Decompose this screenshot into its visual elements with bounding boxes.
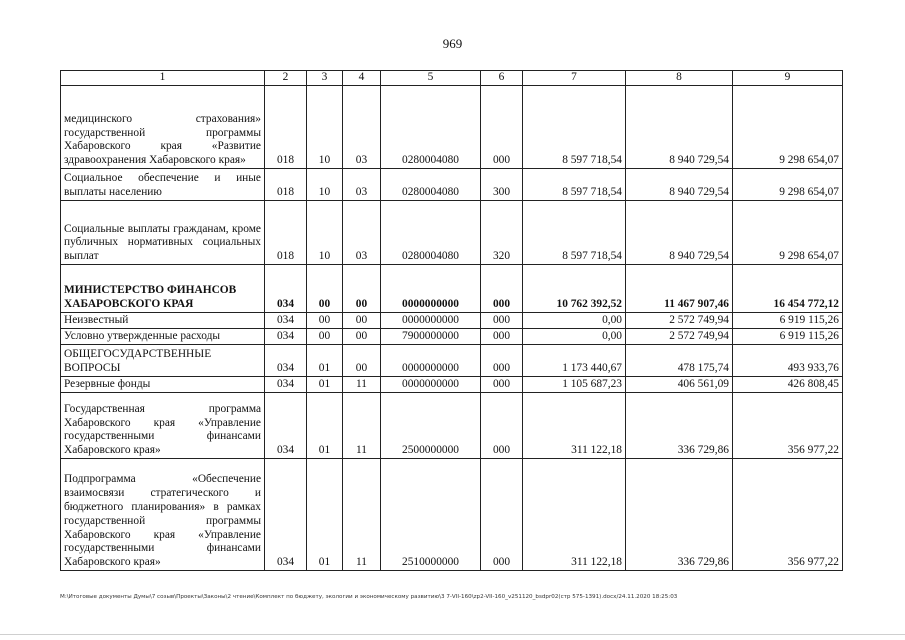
cell-amount-col9: 9 298 654,07	[733, 169, 843, 201]
table-row	[61, 459, 843, 571]
cell-amount-col8: 2 572 749,94	[626, 329, 733, 345]
cell-subsection: 00	[343, 265, 381, 313]
cell-admin-code: 034	[265, 265, 307, 313]
cell-amount-col8: 336 729,86	[626, 393, 733, 459]
cell-target-article: 0000000000	[381, 345, 481, 377]
cell-admin-code: 034	[265, 459, 307, 571]
cell-section: 01	[307, 393, 343, 459]
cell-section: 00	[307, 329, 343, 345]
cell-subsection: 03	[343, 169, 381, 201]
cell-amount-col7: 10 762 392,52	[523, 265, 626, 313]
budget-table	[60, 70, 843, 571]
row-name: Государственная программа Хабаровского края «Управление государственными финансами Хабаровского края»	[61, 393, 265, 459]
cell-amount-col8: 406 561,09	[626, 377, 733, 393]
header-cell: 5	[381, 71, 481, 86]
cell-amount-col9: 9 298 654,07	[733, 86, 843, 169]
row-name: Резервные фонды	[61, 377, 265, 393]
row-name: Условно утвержденные расходы	[61, 329, 265, 345]
cell-admin-code: 034	[265, 345, 307, 377]
row-name: ОБЩЕГОСУДАРСТВЕННЫЕ ВОПРОСЫ	[61, 345, 265, 377]
cell-subsection: 11	[343, 377, 381, 393]
cell-target-article: 0000000000	[381, 377, 481, 393]
cell-expense-type: 320	[481, 201, 523, 265]
cell-amount-col7: 311 122,18	[523, 393, 626, 459]
cell-amount-col8: 11 467 907,46	[626, 265, 733, 313]
cell-target-article: 2510000000	[381, 459, 481, 571]
cell-amount-col7: 8 597 718,54	[523, 86, 626, 169]
cell-expense-type: 000	[481, 86, 523, 169]
table-row	[61, 377, 843, 393]
cell-expense-type: 000	[481, 265, 523, 313]
scan-edge-line	[0, 634, 905, 635]
cell-amount-col9: 426 808,45	[733, 377, 843, 393]
cell-admin-code: 034	[265, 329, 307, 345]
row-name: Социальное обеспечение и иные выплаты населению	[61, 169, 265, 201]
cell-admin-code: 018	[265, 201, 307, 265]
header-cell: 9	[733, 71, 843, 86]
cell-amount-col8: 2 572 749,94	[626, 313, 733, 329]
header-cell: 4	[343, 71, 381, 86]
row-name: МИНИСТЕРСТВО ФИНАНСОВ ХАБАРОВСКОГО КРАЯ	[61, 265, 265, 313]
cell-section: 00	[307, 313, 343, 329]
table-row	[61, 201, 843, 265]
cell-target-article: 0280004080	[381, 201, 481, 265]
cell-expense-type: 000	[481, 313, 523, 329]
cell-target-article: 0000000000	[381, 265, 481, 313]
row-name: Неизвестный	[61, 313, 265, 329]
cell-amount-col9: 9 298 654,07	[733, 201, 843, 265]
cell-admin-code: 034	[265, 313, 307, 329]
cell-subsection: 00	[343, 313, 381, 329]
cell-amount-col9: 16 454 772,12	[733, 265, 843, 313]
cell-amount-col8: 8 940 729,54	[626, 169, 733, 201]
table-row	[61, 86, 843, 169]
cell-expense-type: 000	[481, 329, 523, 345]
cell-subsection: 03	[343, 86, 381, 169]
cell-subsection: 03	[343, 201, 381, 265]
cell-section: 10	[307, 169, 343, 201]
cell-amount-col9: 356 977,22	[733, 393, 843, 459]
cell-target-article: 0280004080	[381, 86, 481, 169]
cell-amount-col8: 8 940 729,54	[626, 86, 733, 169]
cell-subsection: 00	[343, 329, 381, 345]
table-header-row	[61, 71, 843, 86]
row-name: Социальные выплаты гражданам, кроме публичных нормативных социальных выплат	[61, 201, 265, 265]
header-cell: 6	[481, 71, 523, 86]
cell-section: 00	[307, 265, 343, 313]
table-row	[61, 345, 843, 377]
header-cell: 3	[307, 71, 343, 86]
cell-expense-type: 000	[481, 459, 523, 571]
header-cell: 2	[265, 71, 307, 86]
cell-amount-col9: 6 919 115,26	[733, 329, 843, 345]
page-number: 969	[442, 36, 463, 51]
table-row	[61, 393, 843, 459]
cell-admin-code: 034	[265, 377, 307, 393]
cell-expense-type: 300	[481, 169, 523, 201]
cell-amount-col9: 356 977,22	[733, 459, 843, 571]
cell-amount-col7: 311 122,18	[523, 459, 626, 571]
header-cell: 7	[523, 71, 626, 86]
cell-amount-col8: 8 940 729,54	[626, 201, 733, 265]
row-name: медицинского страхования» государственной программы Хабаровского края «Развитие здравоохранения Хабаровского края»	[61, 86, 265, 169]
cell-section: 10	[307, 86, 343, 169]
cell-expense-type: 000	[481, 393, 523, 459]
cell-amount-col7: 8 597 718,54	[523, 201, 626, 265]
header-cell: 8	[626, 71, 733, 86]
cell-amount-col7: 0,00	[523, 329, 626, 345]
cell-target-article: 2500000000	[381, 393, 481, 459]
cell-admin-code: 034	[265, 393, 307, 459]
cell-section: 01	[307, 377, 343, 393]
cell-amount-col8: 336 729,86	[626, 459, 733, 571]
cell-expense-type: 000	[481, 345, 523, 377]
cell-amount-col7: 1 105 687,23	[523, 377, 626, 393]
cell-amount-col9: 6 919 115,26	[733, 313, 843, 329]
cell-amount-col7: 8 597 718,54	[523, 169, 626, 201]
cell-expense-type: 000	[481, 377, 523, 393]
header-cell: 1	[61, 71, 265, 86]
cell-admin-code: 018	[265, 169, 307, 201]
cell-subsection: 11	[343, 459, 381, 571]
cell-target-article: 0000000000	[381, 313, 481, 329]
cell-amount-col7: 1 173 440,67	[523, 345, 626, 377]
cell-subsection: 00	[343, 345, 381, 377]
cell-section: 10	[307, 201, 343, 265]
cell-amount-col7: 0,00	[523, 313, 626, 329]
table-row-ministry	[61, 265, 843, 313]
document-footer-path: M:\Итоговые документы Думы\7 созыв\Проекты\Законы\2 чтение\Комплект по бюджету, экологии и экономическому развитию\3 7-VII-160\zp2-VII-160_v251120_bsdpr02(стр 575-1391).docx/24.11.2020 18:25:03	[60, 594, 678, 600]
table-row	[61, 169, 843, 201]
cell-amount-col8: 478 175,74	[626, 345, 733, 377]
table-row	[61, 313, 843, 329]
cell-subsection: 11	[343, 393, 381, 459]
cell-section: 01	[307, 345, 343, 377]
row-name: Подпрограмма «Обеспечение взаимосвязи стратегического и бюджетного планирования» в рамках государственной программы Хабаровского края «Управление государственными финансами Хабаровского края»	[61, 459, 265, 571]
table-row	[61, 329, 843, 345]
cell-amount-col9: 493 933,76	[733, 345, 843, 377]
cell-target-article: 0280004080	[381, 169, 481, 201]
cell-section: 01	[307, 459, 343, 571]
cell-admin-code: 018	[265, 86, 307, 169]
cell-target-article: 7900000000	[381, 329, 481, 345]
